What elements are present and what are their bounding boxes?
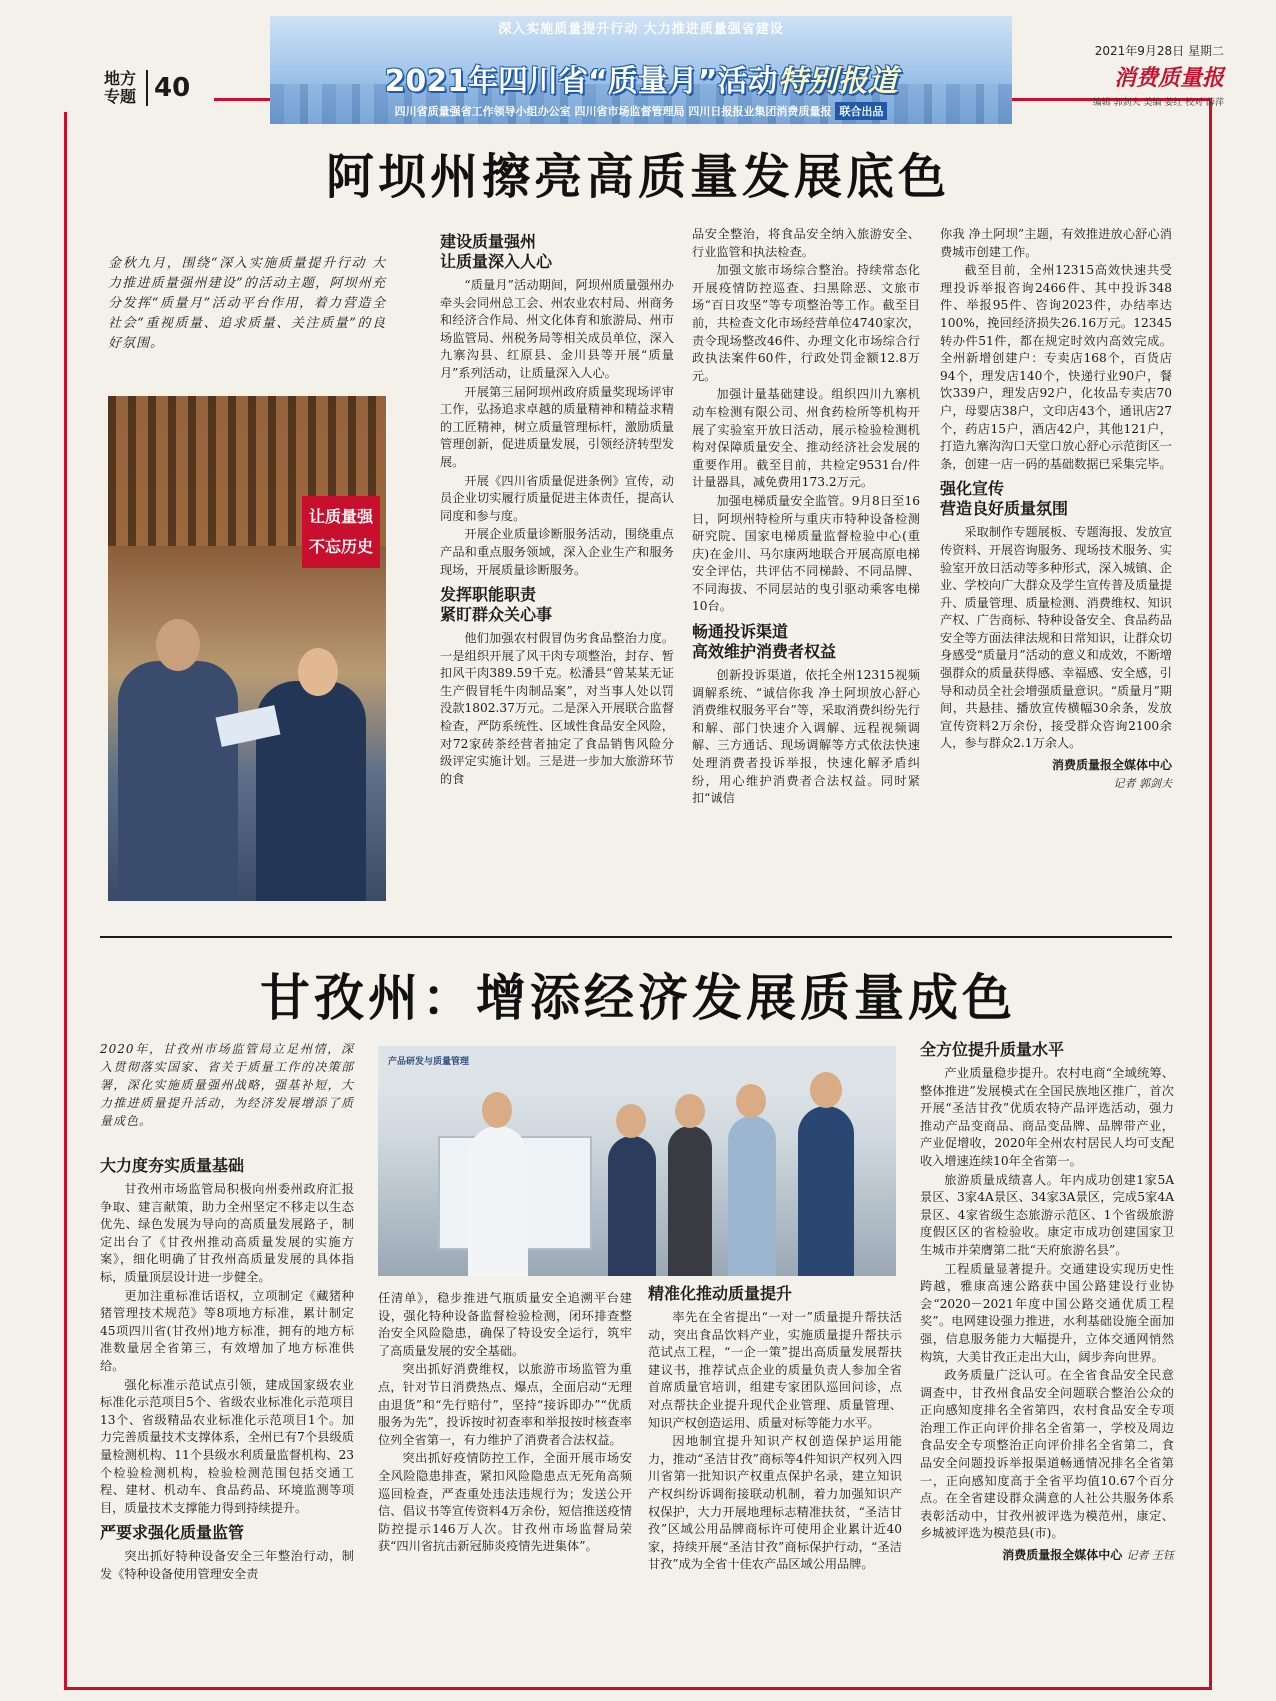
article2-subhead-2: 严要求强化质量监管	[100, 1523, 245, 1543]
article2-lead: 2020年，甘孜州市场监管局立足州情，深入贯彻落实国家、省关于质量工作的决策部署，深化实施质量强州战略，强基补短，大力推进质量提升活动，为经济发展增添了质量成色。	[100, 1042, 354, 1128]
article2-col1: 大力度夯实质量基础 甘孜州市场监管局积极向州委州政府汇报争取、建言献策，助力全州坚定不移走以生态优先、绿色发展为导向的高质量发展路子，制定出台了《甘孜州推动高质量发展的实施方案》，细化明确了甘孜州高质量发展的具体指标，质量顶层设计进一步健全。 更加注重标准话语权，立项制定《藏猪种猪管理技术规范》等8项地方标准，累计制定45项四川省(甘孜州)地方标准，拥有的地方标准数量居全省第三，有效增加了地方标准供给。 强化标准示范试点引领，建成国家级农业标准化示范项目5个、省级农业标准化示范项目13个、省级精品农业标准化示范项目1个。加力完善质量技术支撑体系，全州已有7个县级质量检测机构、11个县级水利质量监督机构、23个检验检测机构，检验检测范围包括交通工程、建材、机动车、食品药品、环境监测等项目，质量技术支撑能力得到持续提升。 严要求强化质量监管 突出抓好特种设备安全三年整治行动，制发《特种设备使用管理安全责	[100, 1156, 354, 1581]
article1-byline: 消费质量报全媒体中心	[1051, 758, 1172, 773]
article2-byline: 消费质量报全媒体中心 记者 王钰	[1002, 1548, 1174, 1563]
editors-credit: 编辑 郭剑夫 美编 姜红 校对 薛萍	[1092, 98, 1224, 108]
article1-headline: 阿坝州擦亮高质量发展底色	[325, 149, 950, 205]
article2-col4: 全方位提升质量水平 产业质量稳步提升。农村电商“全域统筹、整体推进”发展模式在全国民族地区推广，首次开展“圣洁甘孜”优质农特产品评选活动，强力推动产品变商品、商品变品牌、品牌带产业，产业促增收，2020年全州农村居民人均可支配收入增速连续10年全省第一。 旅游质量成绩喜人。年内成功创建1家5A景区、3家4A景区、34家3A景区，完成5家4A景区、4家省级生态旅游示范区、1个省级旅游度假区区的省检验收。康定市成功创建国家卫生城市并荣膺第二批“天府旅游名县”。 工程质量显著提升。交通建设实现历史性跨越，雅康高速公路获中国公路建设行业协会“2020－2021年度中国公路交通优质工程奖”。电网建设强力推进，水利基础设施全面加强，信息服务能力大幅提升，立体交通网悄然构筑，大美甘孜正走出大山，阔步奔向世界。 政务质量广泛认可。在全省食品安全民意调查中，甘孜州食品安全问题联合整治公众的正向感知度排名全省第四，农村食品安全专项治理工作正向评价排名全省第一，学校及周边食品安全专项整治正向评价排名全省第二，食品安全问题投诉举报渠道畅通情况排名全省第一，正向感知度高于全省平均值10.67个百分点。在全省建设群众满意的人社公共服务体系表彰活动中，甘孜州被评选为模范州，康定、乡城被评选为模范县(市)。 消费质量报全媒体中心 记者 王钰	[920, 1040, 1174, 1565]
issue-date: 2021年9月28日 星期二	[1094, 44, 1224, 58]
article-divider	[100, 936, 1172, 938]
photo-banner-sign: 让质量强 不忘历史	[302, 496, 380, 568]
article2-col2: 任清单》，稳步推进气瓶质量安全追溯平台建设，强化特种设备监督检验检测，闭环排查整治安全风险隐患，确保了特设安全运行，筑牢了高质量发展的安全基础。 突出抓好消费维权，以旅游市场监管为重点，针对节日消费热点、爆点，全面启动“无理由退货”和“先行赔付”，坚持“接诉即办”“优质服务为先”，投诉按时初查率和举报按时核查率位列全省第一，有力维护了消费者合法权益。 突出抓好疫情防控工作，全面开展市场安全风险隐患排查，紧扣风险隐患点无死角高频巡回检查，严查重处违法违规行为；发送公开信、倡议书等宣传资料4万余份，短信推送疫情防控提示146万人次。甘孜州市场监督局荣获“四川省抗击新冠肺炎疫情先进集体”。	[378, 1291, 632, 1554]
section-label-line2: 专题	[103, 87, 136, 106]
section-label-line1: 地方	[103, 69, 136, 88]
section-tag	[100, 70, 190, 106]
article1-subhead-2: 发挥职能职责 紧盯群众关心事	[440, 585, 553, 625]
article1-subhead-4: 强化宣传 营造良好质量氛围	[940, 479, 1069, 519]
banner-title: 2021年四川省“质量月”活动特别报道	[384, 64, 898, 99]
photo-wall-sign: 产品研发与质量管理	[388, 1057, 470, 1067]
special-report-banner	[270, 16, 1012, 124]
article1-col2: 建设质量强州 让质量深入人心 “质量月”活动期间，阿坝州质量强州办牵头会同州总工会、州农业农村局、州商务和经济合作局、州文化体育和旅游局、州市场监管局、州税务局等相关成员单位，深入九寨沟县、红原县、金川县等开展“质量月”系列活动，让质量深入人心。 开展第三届阿坝州政府质量奖现场评审工作，弘扬追求卓越的质量精神和精益求精的工匠精神，树立质量管理标杆，激励质量管理创新，促进质量发展，引领经济转型发展。 开展《四川省质量促进条例》宣传，动员企业切实履行质量促进主体责任，提高认同度和参与度。 开展企业质量诊断服务活动，围绕重点产品和重点服务领域，深入企业生产和服务现场，开展质量诊断服务。 发挥职能职责 紧盯群众关心事 他们加强农村假冒伪劣食品整治力度。一是组织开展了风干肉专项整治，封存、暂扣风干肉389.59千克。松潘县“曾某某无证生产假冒牦牛肉制品案”，对当事人处以罚没款1802.37万元。二是深入开展联合监督检查，严防系统性、区域性食品安全风险，对72家砖茶经营者抽定了食品销售风险分级评定实施计划。三是进一步加大旅游环节的食	[440, 232, 674, 786]
article1-lead: 金秋九月，围绕“深入实施质量提升行动 大力推进质量强州建设”的活动主题，阿坝州充分发挥“质量月”活动平台作用，着力营造全社会“重视质量、追求质量、关注质量”的良好氛围。	[108, 256, 386, 351]
article2-subhead-1: 大力度夯实质量基础	[100, 1156, 245, 1175]
article2-subhead-3: 精准化推动质量提升	[648, 1284, 793, 1303]
article2-headline: 甘孜州：增添经济发展质量成色	[260, 969, 1016, 1027]
article1-photo	[108, 396, 386, 901]
banner-slogan: 深入实施质量提升行动 大力推进质量强省建设	[498, 22, 784, 37]
article2-col3: 精准化推动质量提升 率先在全省提出“一对一”质量提升帮扶活动，突出食品饮料产业，实施质量提升帮扶示范试点工程，“一企一策”提出高质量发展帮扶建议书，推荐试点企业的质量负责人参加全省首席质量官培训，组建专家团队巡回问诊，点对点帮扶企业提升现代企业管理、质量管理、知识产权创造运用、质量对标等能力水平。 因地制宜提升知识产权创造保护运用能力，推动“圣洁甘孜”商标等4件知识产权列入四川省第一批知识产权重点保护名录，建立知识产权纠纷诉调衔接联动机制，着力加强知识产权保护，大力开展地理标志精准扶贫，“圣洁甘孜”区域公用品牌商标许可使用企业累计近40家，持续开展“圣洁甘孜”商标保护行动，“圣洁甘孜”成为全省十佳农产品区域公用品牌。	[648, 1284, 902, 1572]
paper-name: 消费质量报	[1113, 66, 1224, 91]
banner-organizers: 四川省质量强省工作领导小组办公室 四川省市场监督管理局 四川日报报业集团消费质量报 联合出品	[270, 102, 1012, 120]
article1-col3: 品安全整治，将食品安全纳入旅游安全、行业监管和执法检查。 加强文旅市场综合整治。持续常态化开展疫情防控巡查、扫黑除恶、文旅市场“百日攻坚”等专项整治等工作。截至目前，共检查文化市场经营单位4740家次，责令现场整改46件、办理文化市场综合行政执法案件60件，行政处罚金额12.8万元。 加强计量基础建设。组织四川九寨机动车检测有限公司、州食药检所等机构开展了实验室开放日活动，展示检验检测机构对保障质量安全、推动经济社会发展的重要作用。截至目前，共检定9531台/件计量器具，减免费用173.2万元。 加强电梯质量安全监管。9月8日至16日，阿坝州特检所与重庆市特种设备检测研究院、国家电梯质量监督检验中心(重庆)在金川、马尔康两地联合开展高原电梯安全评估，共评估不同梯龄、不同品牌、不同海拔、不同层站的曳引驱动乘客电梯10台。 畅通投诉渠道 高效维护消费者权益 创新投诉渠道，依托全州12315视频调解系统、“诚信你我 净土阿坝放心舒心消费维权服务平台”等，采取消费纠纷先行和解、部门快速介入调解、远程视频调解、三方通话、现场调解等方式依法快速处理消费者投诉举报，快速化解矛盾纠纷，用心维护消费者合法权益。同时紧扣“诚信	[692, 227, 920, 806]
masthead	[1093, 42, 1224, 108]
article2-photo	[378, 1046, 896, 1276]
page-number: 40	[154, 73, 191, 103]
article1-subhead-3: 畅通投诉渠道 高效维护消费者权益	[692, 622, 837, 662]
article2-subhead-4: 全方位提升质量水平	[920, 1040, 1065, 1059]
article1-reporter: 记者 郭剑夫	[1113, 776, 1172, 790]
article1-subhead-1: 建设质量强州 让质量深入人心	[440, 232, 553, 271]
article1-col4: 你我 净土阿坝”主题，有效推进放心舒心消费城市创建工作。 截至目前，全州12315高效快速共受理投诉举报咨询2466件、其中投诉348件、举报95件、咨询2023件，办结率达100%，挽回经济损失26.16万元。12345转办件51件，都在规定时效内高效完成。全州新增创建户：专卖店168个，百货店94个，理发店140个，快递行业90户，餐饮339户，理发店92户，化妆品专卖店70户，母婴店38户，文印店43个，通讯店27个，药店15户，酒店42户，其他121户，打造九寨沟沟口天堂口放心舒心示范街区一条，创建一店一码的基础数据已采集完毕。 强化宣传 营造良好质量氛围 采取制作专题展板、专题海报、发放宣传资料、开展咨询服务、现场技术服务、实验室开放日活动等多种形式，深入城镇、企业、学校向广大群众及学生宣传普及质量提升、质量管理、质量检测、消费维权、知识产权、广告商标、特种设备安全、食品药品安全等方面法律法规和日常知识，让群众切身感受“质量月”活动的意义和成效，不断增强群众的质量获得感、幸福感、安全感，引导和动员全社会增强质量意识。“质量月”期间，共悬挂、播放宣传横幅30余条，发放宣传资料2万余份，接受群众咨询2100余人，参与群众2.1万余人。 消费质量报全媒体中心 记者 郭剑夫	[940, 226, 1172, 792]
